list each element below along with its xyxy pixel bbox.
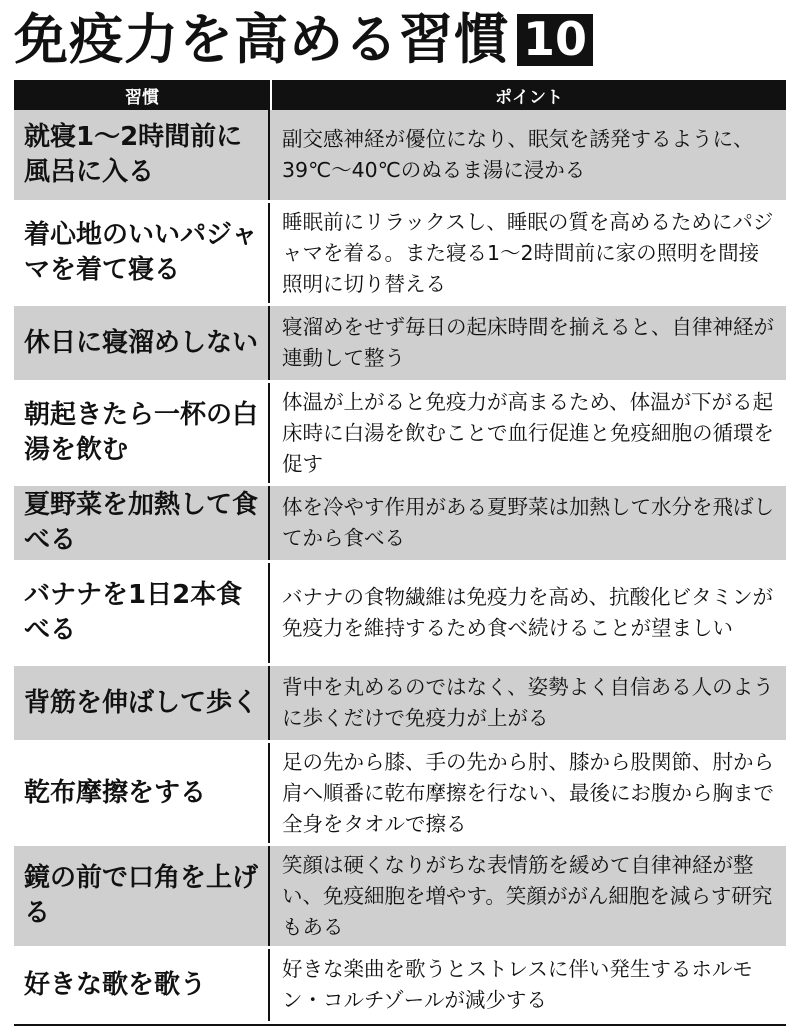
point-cell: 寝溜めをせず毎日の起床時間を揃えると、自律神経が連動して整う (282, 315, 774, 370)
table-row (14, 306, 786, 383)
table-row (14, 563, 786, 666)
habits-table (14, 80, 786, 1026)
table-row (14, 110, 786, 203)
table-row (14, 846, 786, 949)
point-cell: 睡眠前にリラックスし、睡眠の質を高めるためにパジャマを着る。また寝る1～2時間前に家の照明を間接照明に切り替える (282, 209, 774, 296)
point-cell: 体を冷やす作用がある夏野菜は加熱して水分を飛ばしてから食べる (282, 495, 774, 550)
header-habit: 習慣 (14, 80, 272, 110)
point-cell: 背中を丸めるのではなく、姿勢よく自信ある人のように歩くだけで免疫力が上がる (282, 675, 774, 730)
habit-cell: 休日に寝溜めしない (14, 306, 270, 380)
habit-cell: 朝起きたら一杯の白湯を飲む (14, 383, 270, 483)
header-point: ポイント (495, 87, 563, 108)
point-cell: バナナの食物繊維は免疫力を高め、抗酸化ビタミンが免疫力を維持するため食べ続けることが望ましい (282, 585, 774, 640)
point-cell: 足の先から膝、手の先から肘、膝から股関節、肘から肩へ順番に乾布摩擦を行ない、最後にお腹から胸まで全身をタオルで擦る (282, 749, 774, 836)
habit-cell: 乾布摩擦をする (14, 743, 270, 843)
table-row (14, 949, 786, 1024)
habit-cell: 背筋を伸ばして歩く (14, 666, 270, 740)
point-cell: 笑顔は硬くなりがちな表情筋を緩めて自律神経が整い、免疫細胞を増やす。笑顔ががん細胞を減らす研究もある (282, 852, 773, 939)
habit-cell: 着心地のいいパジャマを着て寝る (14, 203, 270, 303)
habit-cell: 鏡の前で口角を上げる (14, 846, 270, 946)
table-row (14, 743, 786, 846)
habit-cell: 就寝1～2時間前に風呂に入る (14, 110, 270, 200)
table-row (14, 203, 786, 306)
page-title (0, 0, 800, 80)
table-row (14, 383, 786, 486)
table-row (14, 486, 786, 563)
point-cell: 副交感神経が優位になり、眠気を誘発するように、39℃～40℃のぬるま湯に浸かる (282, 127, 754, 182)
habit-cell: 好きな歌を歌う (14, 949, 270, 1021)
table-header (14, 80, 786, 110)
title-count-badge: 10 (517, 14, 593, 66)
point-cell: 体温が上がると免疫力が高まるため、体温が下がる起床時に白湯を飲むことで血行促進と免疫細胞の循環を促す (282, 389, 774, 476)
habit-cell: 夏野菜を加熱して食べる (14, 486, 270, 560)
habit-cell: バナナを1日2本食べる (14, 563, 270, 663)
point-cell: 好きな楽曲を歌うとストレスに伴い発生するホルモン・コルチゾールが減少する (282, 957, 753, 1012)
table-row (14, 666, 786, 743)
title-text: 免疫力を高める習慣 (14, 8, 509, 71)
